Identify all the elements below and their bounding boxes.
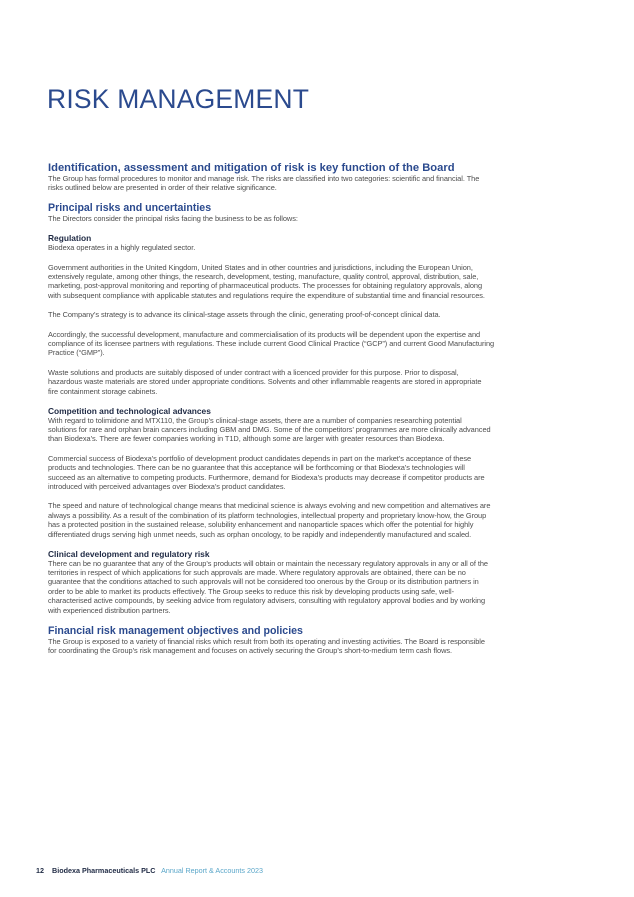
text-line: compliance of its licensee partners with regulations. These include current Good Clinical Practice (“GCP”) and current Good Manufacturing	[48, 339, 495, 349]
page-title: RISK MANAGEMENT	[47, 84, 310, 114]
principal-risks-intro: The Directors consider the principal risks facing the business to be as follows:	[48, 214, 298, 224]
text-line: than Biodexa’s. There are fewer companies working in T1D, although some are larger with greater resources than Biodexa.	[48, 434, 445, 444]
text-line: fire containment storage cabinets.	[48, 386, 158, 396]
regulation-p4	[48, 330, 578, 358]
text-line: with experienced distribution partners.	[48, 605, 171, 615]
text-line: There can be no guarantee that any of the Group’s products will obtain or maintain the necessary regulatory approvals in any or all of the	[48, 558, 488, 568]
text-line: order to be able to market its products effectively. The Group seeks to reduce this risk by developing products using safe, well-	[48, 586, 454, 596]
text-line: solutions for rare and orphan brain cancers including GBM and DMG. Some of the competitors’ programmes are more clinically advanced	[48, 425, 491, 434]
text-line: Practice (“GMP”).	[48, 348, 105, 358]
financial-risk-paragraph	[48, 637, 578, 656]
clinical-heading: Clinical development and regulatory risk	[48, 548, 210, 559]
text-line: The speed and nature of technological change means that medicinal science is always evolving and new competition and alternatives are	[48, 501, 491, 511]
regulation-p2	[48, 263, 578, 301]
page-body	[48, 162, 578, 655]
competition-p3	[48, 501, 578, 539]
text-line: The Group has formal procedures to monitor and manage risk. The risks are classified into two categories: scientific and financial. The	[48, 174, 480, 183]
text-line: has a protected position in the sustained release, solubility enhancement and nanoparticle spaces which offer the potential for highly	[48, 520, 474, 530]
text-line: always a possibility. As a result of the combination of its platform technologies, intellectual property and proprietary know-how, the Group	[48, 510, 487, 520]
text-line: risks outlined below are presented in order of their relative significance.	[48, 183, 277, 193]
page-footer	[36, 866, 263, 876]
text-line: succeed as an alternative to competing products. Furthermore, demand for Biodexa’s products may decrease if competitor products are	[48, 472, 485, 482]
text-line: Accordingly, the successful development, manufacture and commercialisation of its products will be dependent upon the expertise and	[48, 329, 481, 339]
clinical-p1	[48, 559, 578, 615]
text-line: with subsequent compliance with applicable statutes and regulations require the expenditure of substantial time and financial resources.	[48, 290, 485, 300]
text-line: Commercial success of Biodexa’s portfolio of development product candidates depends in part on the market’s acceptance of these	[48, 453, 472, 463]
text-line: With regard to tolimidone and MTX110, the Group’s clinical-stage assets, there are a number of companies researching potential	[48, 415, 462, 425]
text-line: Waste solutions and products are suitably disposed of under contract with a licenced provider for this purpose. Prior to disposal,	[48, 367, 459, 377]
text-line: The Group is exposed to a variety of financial risks which result from both its operating and investing activities. The Board is responsible	[48, 636, 485, 646]
financial-risk-heading: Financial risk management objectives and policies	[48, 624, 303, 637]
principal-risks-heading: Principal risks and uncertainties	[48, 202, 212, 215]
text-line: characterised active compounds, by seeking advice from regulatory advisers, consulting with regulatory approval bodies and by working	[48, 596, 486, 606]
text-line: products and technologies. There can be no guarantee that this acceptance will be forthcoming or that Biodexa’s technologies will	[48, 463, 465, 473]
text-line: for coordinating the Group’s risk management and focuses on actively securing the Group’s short-to-medium term cash flows.	[48, 645, 453, 655]
regulation-heading: Regulation	[48, 233, 92, 244]
text-line: marketing, post-approval monitoring and reporting of pharmaceutical products. The processes for obtaining regulatory approvals, along	[48, 281, 483, 291]
text-line: guarantee that the conditions attached to such approvals will not be considered too onerous by the Group or its distribution partners in	[48, 577, 479, 587]
intro-heading: Identification, assessment and mitigation of risk is key function of the Board	[48, 162, 455, 174]
text-line: hazardous waste materials are stored under appropriate conditions. Solvents and other inflammable reagents are stored in appropriate	[48, 377, 482, 387]
competition-p1	[48, 416, 578, 444]
competition-p2	[48, 454, 578, 492]
text-line: extensively regulate, among other things, the research, development, testing, manufacture, quality control, approval, distribution, sale,	[48, 272, 479, 282]
regulation-p3: The Company’s strategy is to advance its clinical-stage assets through the clinic, generating proof-of-concept clinical data.	[48, 310, 441, 320]
intro-paragraph	[48, 174, 578, 193]
text-line: introduced with perceived advantages over Biodexa’s product candidates.	[48, 482, 286, 492]
text-line: territories in respect of which applications for such approvals are made. Where regulatory approvals are obtained, there can be no	[48, 567, 466, 577]
text-line: Government authorities in the United Kingdom, United States and in other countries and jurisdictions, including the European Union,	[48, 262, 473, 272]
company-name: Biodexa Pharmaceuticals PLC	[52, 866, 156, 875]
regulation-p5	[48, 368, 578, 396]
competition-heading: Competition and technological advances	[48, 405, 211, 416]
text-line: differentiated drugs serving high unmet needs, such as orphan oncology, to be rapidly and independently manufactured and scaled.	[48, 529, 472, 539]
page-number: 12	[36, 866, 44, 875]
regulation-p1: Biodexa operates in a highly regulated sector.	[48, 243, 196, 253]
report-name: Annual Report & Accounts 2023	[161, 866, 263, 875]
